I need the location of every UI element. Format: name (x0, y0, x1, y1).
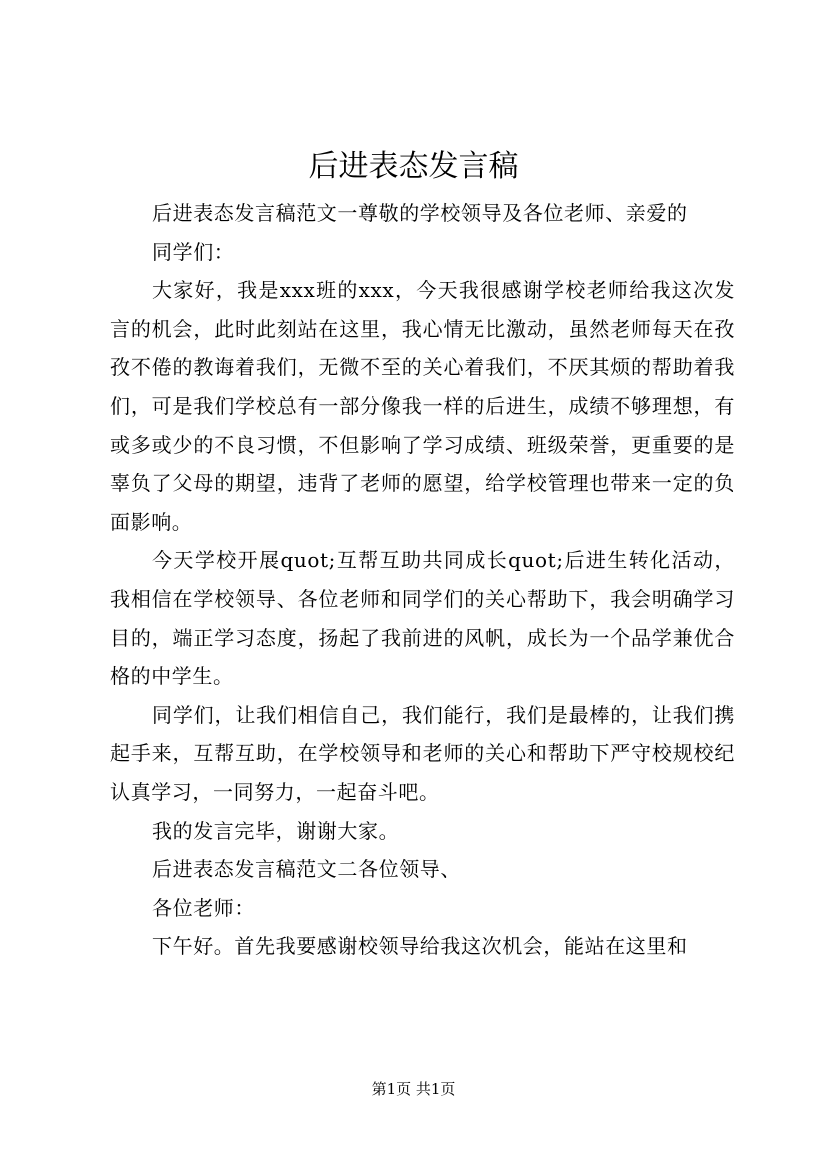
paragraph: 我的发言完毕，谢谢大家。 (152, 818, 400, 843)
page-footer: 第1页 共1页 (371, 1080, 456, 1098)
paragraph: 大家好，我是xxx班的xxx，今天我很感谢学校老师给我这次发言的机会，此时此刻站在这里，我心情无比激动，虽然老师每天在孜孜不倦的教诲着我们，无微不至的关心着我们，不厌其烦的帮助着我们，可是我们学校总有一部分像我一样的后进生，成绩不够理想，有或多或少的不良习惯，不但影响了学习成绩、班级荣誉，更重要的是辜负了父母的期望，违背了老师的愿望，给学校管理也带来一定的负面影响。 (110, 278, 735, 534)
document-body (110, 194, 735, 966)
document-title: 后进表态发言稿 (308, 149, 519, 184)
paragraph: 后进表态发言稿范文二各位领导、 (152, 857, 461, 882)
paragraph: 今天学校开展quot;互帮互助共同成长quot;后进生转化活动，我相信在学校领导、各位老师和同学们的关心帮助下，我会明确学习目的，端正学习态度，扬起了我前进的风帆，成长为一个品学兼优合格的中学生。 (110, 548, 735, 689)
paragraph: 同学们： (152, 239, 235, 264)
paragraph: 同学们，让我们相信自己，我们能行，我们是最棒的，让我们携起手来，互帮互助，在学校领导和老师的关心和帮助下严守校规校纪认真学习，一同努力，一起奋斗吧。 (110, 702, 735, 804)
paragraph: 各位老师： (152, 895, 255, 920)
paragraph: 下午好。首先我要感谢校领导给我这次机会，能站在这里和 (152, 934, 688, 959)
paragraph: 后进表态发言稿范文一尊敬的学校领导及各位老师、亲爱的 (152, 201, 688, 225)
